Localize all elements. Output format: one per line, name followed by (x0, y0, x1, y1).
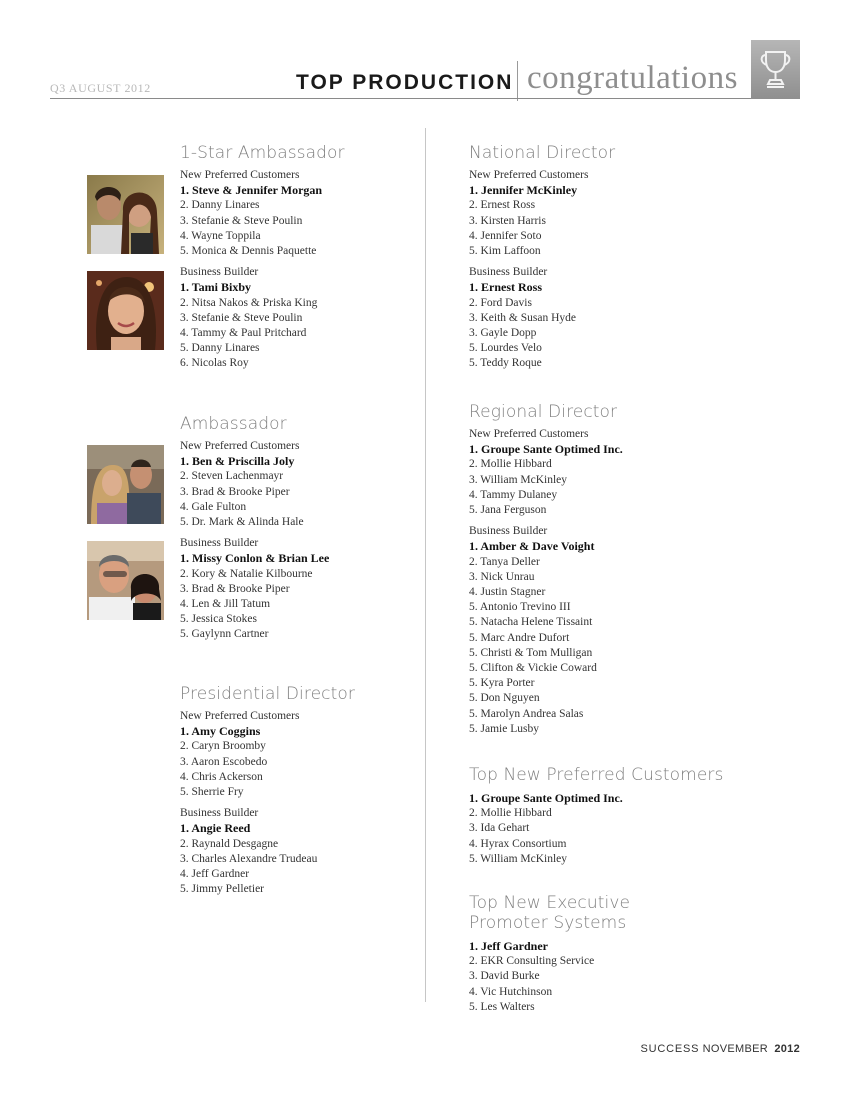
list-item: 5. Clifton & Vickie Coward (469, 662, 597, 675)
list-item: 5. Monica & Dennis Paquette (180, 245, 317, 258)
group-new-preferred-customers (180, 439, 329, 530)
list-item: 1. Ben & Priscilla Joly (180, 454, 295, 469)
list-item: 5. Kyra Porter (469, 677, 535, 690)
list-item: 3. Ida Gehart (469, 822, 530, 835)
section-title: Top New Preferred Customers (469, 765, 724, 785)
list-item: 5. Jana Ferguson (469, 504, 547, 517)
list-item: 3. Brad & Brooke Piper (180, 582, 290, 595)
list-item: 2. Nitsa Nakos & Priska King (180, 296, 318, 309)
page-title: TOP PRODUCTION (296, 71, 514, 94)
list-item: 3. William McKinley (469, 473, 568, 486)
list-item: 4. Hyrax Consortium (469, 837, 567, 850)
section-top-new-executive-promoter-systems (469, 893, 630, 1021)
list-item: 5. Jessica Stokes (180, 613, 257, 626)
header-rule (50, 98, 800, 99)
section-title: 1-Star Ambassador (180, 143, 345, 163)
list-item: 2. Mollie Hibbard (469, 807, 552, 820)
list-item: 1. Groupe Sante Optimed Inc. (469, 791, 623, 805)
footer-month: NOVEMBER (702, 1043, 768, 1055)
section-title: Ambassador (180, 414, 287, 434)
header-separator (517, 61, 518, 101)
list-item: 4. Tammy Dulaney (469, 488, 558, 501)
section-title: Regional Director (469, 402, 618, 422)
list-item: 2. Steven Lachenmayr (180, 470, 284, 483)
group-label: New Preferred Customers (180, 169, 300, 181)
list-item: 3. Stefanie & Steve Poulin (180, 214, 303, 227)
list-item: 1. Steve & Jennifer Morgan (180, 183, 323, 198)
list-item: 5. Teddy Roque (469, 357, 542, 370)
list-item: 5. William McKinley (469, 852, 568, 865)
list-item: 3. Gayle Dopp (469, 327, 537, 340)
photo-steve-jennifer-morgan (87, 175, 164, 254)
group-new-preferred-customers (469, 168, 615, 259)
trophy-icon (757, 48, 794, 91)
list-item: 4. Tammy & Paul Pritchard (180, 327, 307, 340)
list-item: 4. Gale Fulton (180, 500, 247, 513)
section-1-star-ambassador (180, 143, 345, 378)
section-title-line: Promoter Systems (469, 913, 627, 933)
group-business-builder (180, 536, 329, 642)
list-item: 5. Antonio Trevino III (469, 601, 571, 614)
list-item: 3. Charles Alexandre Trudeau (180, 852, 318, 865)
section-title-line: Top New Executive (469, 893, 631, 913)
list-item: 2. Tanya Deller (469, 555, 540, 568)
list-item: 5. Jimmy Pelletier (180, 883, 265, 896)
list-item: 3. Kirsten Harris (469, 214, 546, 227)
section-ambassador (180, 414, 329, 649)
list-item: 4. Len & Jill Tatum (180, 598, 271, 611)
list-item: 5. Sherrie Fry (180, 786, 244, 799)
group-label: Business Builder (180, 266, 259, 279)
list-item: 1. Jeff Gardner (469, 939, 548, 953)
list-item: 3. Nick Unrau (469, 570, 535, 583)
group-label: New Preferred Customers (469, 169, 589, 181)
list-item: 3. David Burke (469, 970, 540, 983)
photo-missy-conlon-brian-lee (87, 541, 164, 620)
list-item: 5. Les Walters (469, 1000, 535, 1013)
list-item: 4. Vic Hutchinson (469, 985, 553, 998)
issue-tag: Q3 AUGUST 2012 (50, 81, 151, 95)
list-item: 5. Natacha Helene Tissaint (469, 616, 593, 629)
list-item: 6. Nicolas Roy (180, 357, 249, 370)
group-label: New Preferred Customers (180, 710, 300, 722)
list-item: 1. Amber & Dave Voight (469, 539, 595, 554)
group-label: Business Builder (180, 807, 259, 820)
photo-tami-bixby (87, 271, 164, 350)
group-label: New Preferred Customers (180, 440, 300, 452)
group-new-preferred-customers (180, 709, 355, 800)
footer-year: 2012 (774, 1043, 800, 1055)
section-title (469, 893, 630, 933)
list-item: 2. Kory & Natalie Kilbourne (180, 567, 313, 580)
list-item: 4. Jennifer Soto (469, 229, 542, 242)
trophy-badge (751, 40, 800, 99)
list-item: 2. Raynald Desgagne (180, 837, 279, 850)
list-item: 5. Christi & Tom Mulligan (469, 646, 593, 659)
section-regional-director (469, 402, 623, 743)
group-new-preferred-customers (180, 168, 345, 259)
list-item: 3. Stefanie & Steve Poulin (180, 311, 303, 324)
group-label: Business Builder (469, 266, 548, 279)
list-item: 5. Kim Laffoon (469, 245, 541, 258)
list-item: 1. Groupe Sante Optimed Inc. (469, 442, 623, 457)
list-item: 2. Mollie Hibbard (469, 458, 552, 471)
list-item: 2. Ernest Ross (469, 199, 536, 212)
list-item: 5. Gaylynn Cartner (180, 628, 269, 641)
list-item: 1. Ernest Ross (469, 280, 543, 295)
list-item: 4. Chris Ackerson (180, 770, 263, 783)
list-item: 1. Amy Coggins (180, 724, 261, 739)
list-item: 5. Dr. Mark & Alinda Hale (180, 516, 304, 529)
list-item: 5. Marolyn Andrea Salas (469, 707, 584, 720)
page-footer (640, 1043, 800, 1055)
list-item: 1. Tami Bixby (180, 280, 252, 295)
column-divider (425, 128, 426, 1002)
list-item: 3. Keith & Susan Hyde (469, 311, 577, 324)
list-item: 1. Missy Conlon & Brian Lee (180, 551, 330, 566)
list-item: 4. Wayne Toppila (180, 229, 261, 242)
group-label: Business Builder (180, 537, 259, 550)
list-item: 1. Jennifer McKinley (469, 183, 578, 198)
list-item: 2. Caryn Broomby (180, 740, 266, 753)
group-label: Business Builder (469, 525, 548, 538)
group-entries (469, 791, 723, 867)
section-title: Presidential Director (180, 684, 355, 704)
group-label: New Preferred Customers (469, 428, 589, 440)
section-presidential-director (180, 684, 355, 903)
photo-ben-priscilla-joly (87, 445, 164, 524)
group-business-builder (469, 265, 615, 371)
group-business-builder (180, 265, 345, 371)
list-item: 2. EKR Consulting Service (469, 955, 595, 968)
section-national-director (469, 143, 615, 378)
section-title: National Director (469, 143, 616, 163)
list-item: 1. Angie Reed (180, 821, 251, 836)
section-top-new-preferred-customers (469, 765, 723, 873)
list-item: 5. Jamie Lusby (469, 722, 539, 735)
group-business-builder (469, 524, 623, 737)
list-item: 5. Marc Andre Dufort (469, 631, 570, 644)
list-item: 4. Jeff Gardner (180, 868, 250, 881)
list-item: 4. Justin Stagner (469, 586, 546, 599)
list-item: 5. Lourdes Velo (469, 342, 542, 355)
group-new-preferred-customers (469, 427, 623, 518)
list-item: 3. Aaron Escobedo (180, 755, 268, 768)
group-entries (469, 939, 630, 1015)
list-item: 3. Brad & Brooke Piper (180, 485, 290, 498)
list-item: 2. Danny Linares (180, 199, 260, 212)
list-item: 5. Danny Linares (180, 342, 260, 355)
footer-magazine: SUCCESS (640, 1043, 700, 1055)
page-subtitle: congratulations (527, 60, 738, 96)
list-item: 2. Ford Davis (469, 296, 532, 309)
list-item: 5. Don Nguyen (469, 692, 540, 705)
group-business-builder (180, 806, 355, 897)
